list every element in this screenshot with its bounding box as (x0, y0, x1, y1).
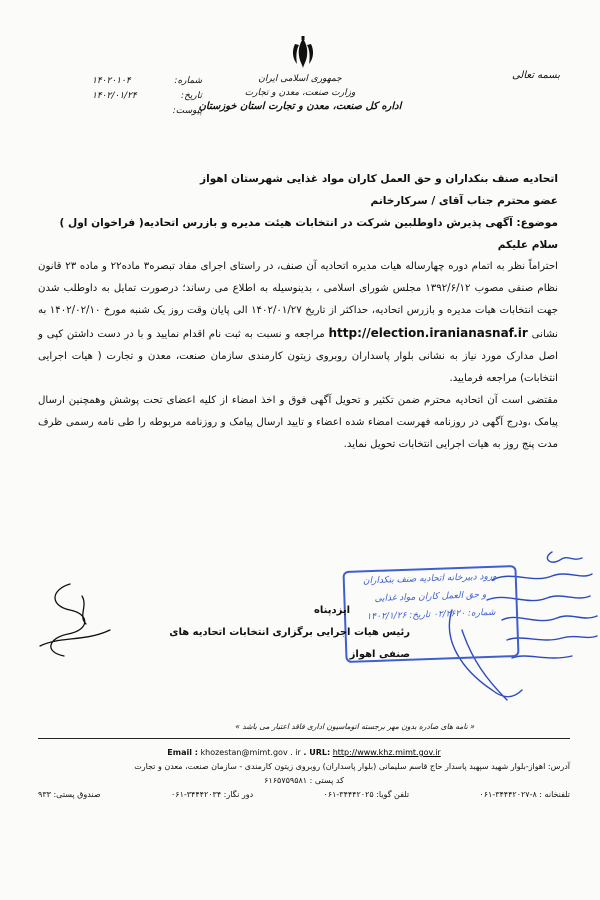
ministry-line: اداره کل صنعت، معدن و تجارت استان خوزستان (198, 101, 402, 112)
footer (38, 746, 570, 802)
validity-notice: « نامه های صادره بدون مهر برجسته اتوماسیون اداری فاقد اعتبار می باشد » (235, 722, 475, 731)
paragraph-1 (38, 256, 558, 390)
email-label: Email : (167, 748, 198, 757)
email-link[interactable]: khozestan@mimt.gov . ir (200, 748, 301, 757)
greeting: سلام علیکم (497, 239, 558, 251)
election-url[interactable]: http://election.iranianasnaf.ir (328, 326, 528, 340)
signatory-block (150, 600, 410, 666)
letter-body (38, 168, 558, 456)
paragraph-1-continued: مراجعه و نسبت به ثبت نام اقدام نمایید و با در دست داشتن کپی و اصل مدارک مورد نیاز به نشانی بلوار پاسداران روبروی زیتون کارمندی سازمان صنعت، معدن و تجارت ( هیات اجرایی انتخابات) مراجعه فرمایید. (38, 329, 558, 384)
ministry-line: وزارت صنعت، معدن و تجارت (244, 88, 356, 98)
signatory-name: ایزدپناه (313, 605, 350, 616)
answering-number: تلفن گویا: ۳۴۴۴۲۰۲۵-۰۶۱ (323, 790, 410, 799)
po-box: صندوق پستی: ۹۳۳ (38, 790, 101, 799)
ministry-block (190, 72, 410, 114)
date-label: تاریخ: (181, 91, 202, 101)
paragraph-2: مقتضی است آن اتحادیه محترم ضمن تکثیر و تحویل آگهی فوق و اخذ امضاء از کلیه اعضای تحت پوشش وهمچنین ارسال پیامک ،ودرج آگهی در روزنامه فهرست امضاء شده اعضاء و تایید ارسال پیامک و روزنامه مربوطه را طی نامه رسمی ظرف مدت پنج روز به هیات اجرایی انتخابات تحویل نماید. (38, 395, 558, 450)
letter-meta (92, 74, 202, 119)
footer-address: آدرس: اهواز-بلوار شهید سپهبد پاسدار حاج قاسم سلیمانی (بلوار پاسداران) روبروی زیتون کارمندی - سازمان صنعت، معدن و تجارت (134, 762, 570, 771)
stamp-line: ورود دبیرخانه اتحادیه صنف بنکداران (362, 571, 497, 587)
subject-line: موضوع: آگهی پذیرش داوطلبین شرکت در انتخابات هیئت مدیره و بازرس اتحادیه( فراخوان اول ) (59, 217, 558, 229)
number-label: شماره: (174, 76, 202, 86)
signature-icon (30, 576, 120, 666)
paragraph-1-text: احتراماً نظر به اتمام دوره چهارساله هیات مدیره اتحادیه آن صنف، در راستای اجرای مفاد تبصره۳ ماده۲۲ و ماده ۲۳ قانون نظام صنفی مصوب ۱۳۹۲/۶/۱۲ مجلس شورای اسلامی ، بدینوسیله به اطلاع می رساند؛ درصورت تمایل به داوطلب شدن جهت انتخابات هیات مدیره و بازرس اتحادیه، حداکثر از تاریخ ۱۴۰۲/۰۱/۲۷ الی پایان وقت روز یک شنبه مورخ ۱۴۰۲/۰۲/۱۰ به نشانی (38, 261, 558, 340)
signatory-title: رئیس هیات اجرایی برگزاری انتخابات اتحادیه های صنفی اهواز (169, 627, 410, 660)
stamp-line: و حق العمل کاران مواد غذایی (374, 590, 487, 604)
footer-divider (38, 738, 570, 739)
footer-postal-code: کد پستی : ۶۱۶۵۷۵۹۵۸۱ (264, 776, 344, 785)
fax-number: دور نگار: ۳۴۴۴۲۰۳۴-۰۶۱ (170, 790, 254, 799)
phone-number: تلفنخانه : ۸-۳۴۴۴۲۰۲۷-۰۶۱ (479, 790, 570, 799)
ministry-line: جمهوری اسلامی ایران (258, 74, 342, 84)
emblem-icon (288, 36, 318, 70)
member-salutation: عضو محترم جناب آقای / سرکارخانم (370, 195, 558, 207)
bismillah: بسمه تعالی (511, 70, 560, 81)
attachment-label: پیوست: (172, 106, 202, 116)
date-value: ۱۴۰۲/۰۱/۲۴ (92, 91, 137, 101)
footer-web-line (38, 746, 570, 760)
union-name: اتحادیه صنف بنکداران و حق العمل کاران مواد غذایی شهرستان اهواز (200, 173, 558, 185)
website-link[interactable]: http://www.khz.mimt.gov.ir (332, 748, 441, 757)
stamp-line: شماره: ۰۲/۲۶۲۰ تاریخ: ۱۴۰۲/۱/۲۶ (366, 607, 496, 623)
footer-contacts (38, 788, 570, 802)
url-label: . URL: (303, 748, 331, 757)
number-value: ۱۴۰۲۰۱۰۴ (92, 76, 131, 86)
